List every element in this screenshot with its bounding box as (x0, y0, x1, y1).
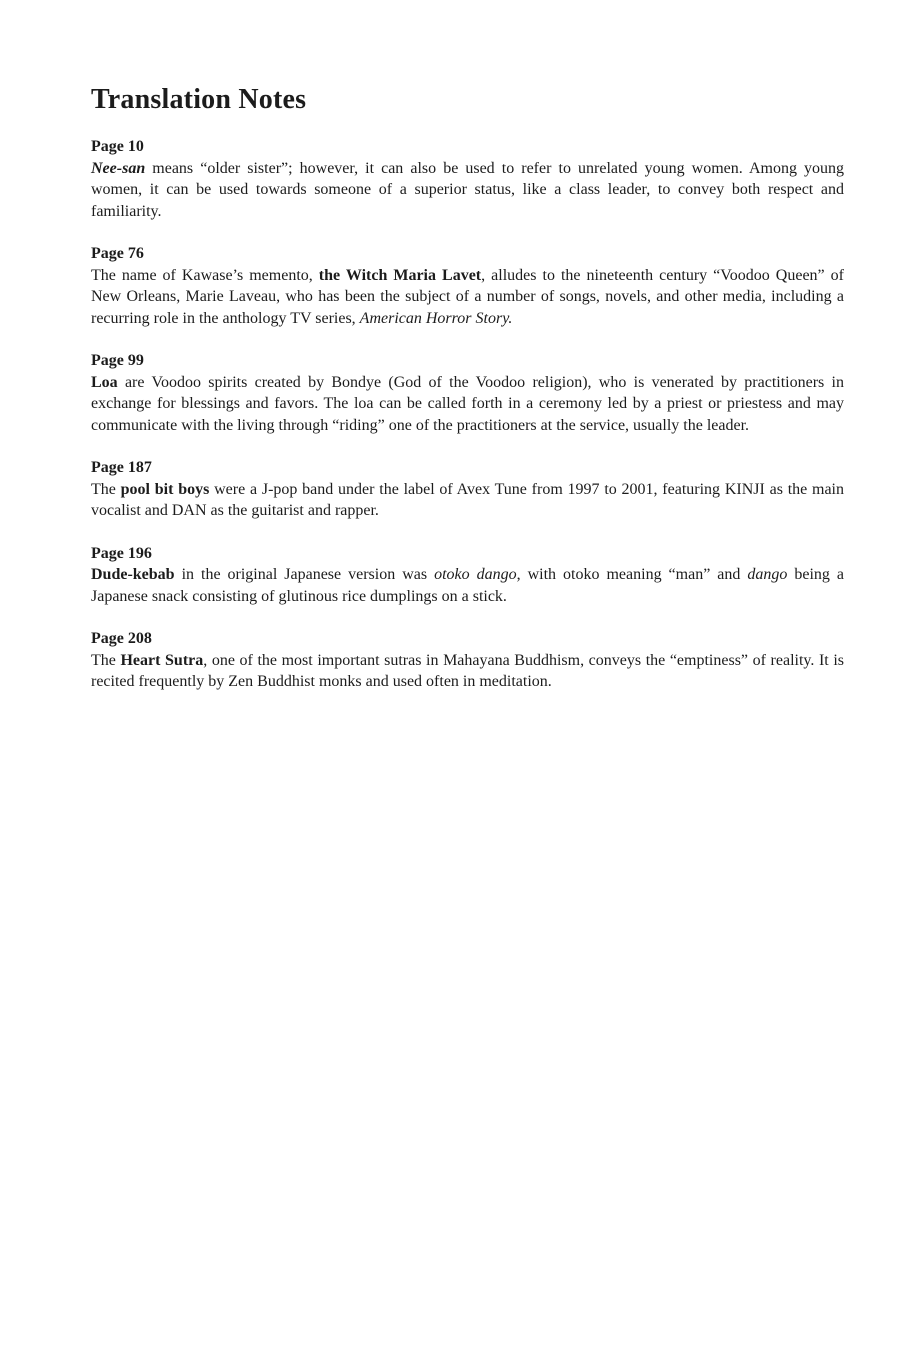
note-paragraph: Nee-san means “older sister”; however, it can also be used to refer to unrelated young women. Among young women, it can be used towards someone of a superior status, like a class leader, to convey both respect and familiarity. (91, 159, 844, 220)
note-paragraph: The Heart Sutra, one of the most important sutras in Mahayana Buddhism, conveys the “emptiness” of reality. It is recited frequently by Zen Buddhist monks and used often in meditation. (91, 651, 844, 690)
note-section-page-99 (91, 350, 844, 436)
note-page-heading: Page 196 (91, 544, 152, 562)
note-section-page-10 (91, 136, 844, 222)
note-page-heading: Page 99 (91, 352, 144, 369)
note-page-heading: Page 10 (91, 138, 144, 155)
note-page-heading: Page 187 (91, 459, 152, 476)
note-paragraph: The pool bit boys were a J-pop band under the label of Avex Tune from 1997 to 2001, featuring KINJI as the main vocalist and DAN as the guitarist and rapper. (91, 480, 845, 519)
note-paragraph: Loa are Voodoo spirits created by Bondye (God of the Voodoo religion), who is venerated by practitioners in exchange for blessings and favors. The loa can be called forth in a ceremony led by a priest or priestess and may communicate with the living through “riding” one of the practitioners at the service, usually the leader. (91, 373, 844, 434)
note-page-heading: Page 208 (91, 630, 152, 647)
note-paragraph: Dude-kebab in the original Japanese version was otoko dango, with otoko meaning “man” and dango being a Japanese snack consisting of glutinous rice dumplings on a stick. (91, 566, 844, 605)
note-section-page-208 (91, 628, 844, 693)
note-section-page-187 (91, 457, 844, 522)
note-section-page-76 (91, 243, 844, 329)
note-paragraph: The name of Kawase’s memento, the Witch Maria Lavet, alludes to the nineteenth century “Voodoo Queen” of New Orleans, Marie Laveau, who has been the subject of a number of songs, novels, and other media, including a recurring role in the anthology TV series, American Horror Story. (91, 266, 844, 327)
page-title: Translation Notes (91, 84, 307, 115)
page-content (91, 84, 844, 714)
note-section-page-196 (91, 543, 844, 608)
note-page-heading: Page 76 (91, 245, 144, 262)
